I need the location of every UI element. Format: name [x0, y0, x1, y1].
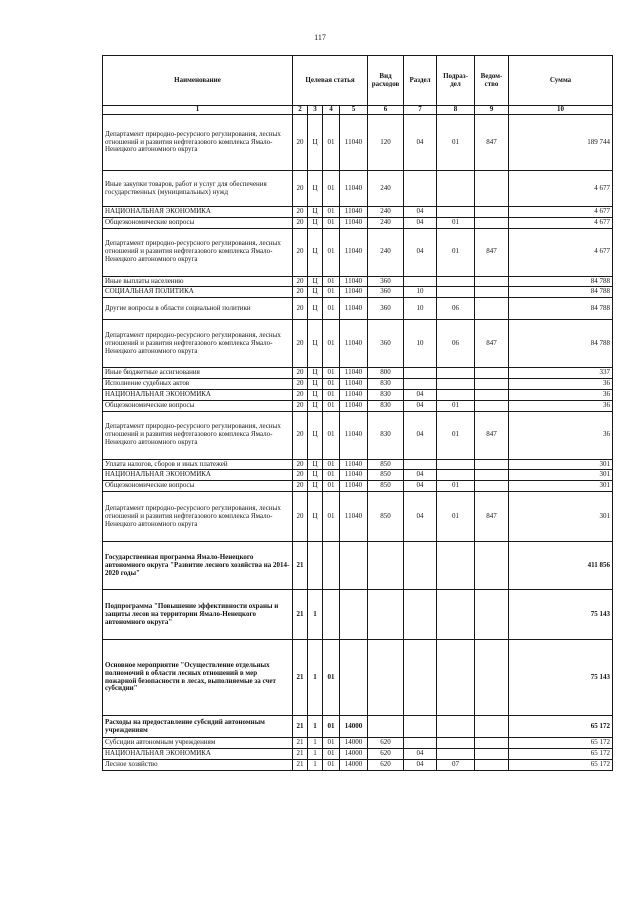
section-cell — [404, 590, 437, 640]
expense-type-cell — [368, 640, 404, 716]
target-code-4: 11040 — [340, 115, 368, 171]
amount-cell: 84 788 — [509, 287, 613, 298]
amount-cell: 84 788 — [509, 320, 613, 368]
target-code-2: Ц — [308, 492, 323, 542]
target-code-2: Ц — [308, 481, 323, 492]
department-cell — [475, 298, 509, 320]
department-cell — [475, 207, 509, 218]
row-name: Департамент природно-ресурсного регулирования, лесных отношений и развития нефтегазового комплекса Ямало-Ненецкого автономного округа — [103, 411, 293, 459]
column-number: 3 — [308, 106, 323, 115]
row-name: Общеэкономические вопросы — [103, 400, 293, 411]
row-name: НАЦИОНАЛЬНАЯ ЭКОНОМИКА — [103, 748, 293, 759]
target-code-1: 20 — [293, 379, 308, 390]
subsection-cell — [437, 368, 475, 379]
amount-cell: 36 — [509, 379, 613, 390]
column-number: 7 — [404, 106, 437, 115]
target-code-4: 11040 — [340, 400, 368, 411]
department-cell — [475, 379, 509, 390]
subsection-cell: 06 — [437, 298, 475, 320]
row-name: Основное мероприятие "Осуществление отдельных полномочий в области лесных отношений в мер пожарной безопасности в лесах, выполняемые за счет субсидии" — [103, 640, 293, 716]
target-code-4: 11040 — [340, 287, 368, 298]
expense-type-cell — [368, 590, 404, 640]
table-row — [103, 320, 613, 368]
subsection-cell: 01 — [437, 217, 475, 228]
table-row — [103, 759, 613, 770]
target-code-3: 01 — [323, 217, 340, 228]
subsection-cell — [437, 748, 475, 759]
target-code-2: 1 — [308, 640, 323, 716]
amount-cell: 75 143 — [509, 590, 613, 640]
row-name: Департамент природно-ресурсного регулирования, лесных отношений и развития нефтегазового комплекса Ямало-Ненецкого автономного округа — [103, 492, 293, 542]
target-code-2: Ц — [308, 171, 323, 207]
header-section: Раздел — [404, 56, 437, 106]
subsection-cell: 01 — [437, 228, 475, 276]
target-code-4: 11040 — [340, 481, 368, 492]
target-code-1: 21 — [293, 748, 308, 759]
row-name: Субсидии автономным учреждениям — [103, 738, 293, 749]
amount-cell: 84 788 — [509, 298, 613, 320]
amount-cell: 301 — [509, 470, 613, 481]
subsection-cell — [437, 459, 475, 470]
amount-cell: 36 — [509, 400, 613, 411]
target-code-1: 20 — [293, 389, 308, 400]
section-cell: 04 — [404, 217, 437, 228]
target-code-2: Ц — [308, 411, 323, 459]
section-cell: 04 — [404, 481, 437, 492]
table-row — [103, 276, 613, 287]
target-code-4: 11040 — [340, 298, 368, 320]
target-code-3: 01 — [323, 640, 340, 716]
target-code-3: 01 — [323, 287, 340, 298]
column-number-row — [103, 106, 613, 115]
target-code-3: 01 — [323, 320, 340, 368]
section-cell — [404, 368, 437, 379]
table-row — [103, 459, 613, 470]
target-code-3: 01 — [323, 228, 340, 276]
column-number: 6 — [368, 106, 404, 115]
table-row — [103, 492, 613, 542]
target-code-4 — [340, 640, 368, 716]
target-code-1: 20 — [293, 400, 308, 411]
target-code-1: 20 — [293, 115, 308, 171]
target-code-4: 11040 — [340, 276, 368, 287]
amount-cell: 301 — [509, 492, 613, 542]
target-code-3: 01 — [323, 400, 340, 411]
header-department: Ведом-ство — [475, 56, 509, 106]
target-code-2: Ц — [308, 400, 323, 411]
budget-table — [102, 55, 613, 771]
amount-cell: 65 172 — [509, 748, 613, 759]
row-name: Подпрограмма "Повышение эффективности охраны и защиты лесов на территории Ямало-Ненецкого автономного округа" — [103, 590, 293, 640]
amount-cell: 75 143 — [509, 640, 613, 716]
target-code-3: 01 — [323, 276, 340, 287]
target-code-1: 21 — [293, 542, 308, 590]
target-code-2: Ц — [308, 298, 323, 320]
section-cell — [404, 171, 437, 207]
target-code-4: 14000 — [340, 759, 368, 770]
table-row — [103, 748, 613, 759]
row-name: Иные закупки товаров, работ и услуг для обеспечения государственных (муниципальных) нужд — [103, 171, 293, 207]
row-name: Общеэкономические вопросы — [103, 217, 293, 228]
table-row — [103, 470, 613, 481]
target-code-4: 11040 — [340, 171, 368, 207]
page-number: 117 — [314, 33, 326, 42]
target-code-2: Ц — [308, 287, 323, 298]
amount-cell: 36 — [509, 411, 613, 459]
column-number: 1 — [103, 106, 293, 115]
subsection-cell: 01 — [437, 411, 475, 459]
row-name: Исполнение судебных актов — [103, 379, 293, 390]
expense-type-cell: 850 — [368, 492, 404, 542]
section-cell: 04 — [404, 411, 437, 459]
target-code-2: Ц — [308, 379, 323, 390]
subsection-cell — [437, 276, 475, 287]
table-row — [103, 590, 613, 640]
target-code-1: 20 — [293, 228, 308, 276]
section-cell: 04 — [404, 389, 437, 400]
target-code-1: 21 — [293, 640, 308, 716]
target-code-2: Ц — [308, 115, 323, 171]
row-name: НАЦИОНАЛЬНАЯ ЭКОНОМИКА — [103, 207, 293, 218]
target-code-4: 11040 — [340, 492, 368, 542]
target-code-2 — [308, 542, 323, 590]
target-code-4 — [340, 542, 368, 590]
section-cell: 10 — [404, 298, 437, 320]
section-cell — [404, 542, 437, 590]
section-cell: 04 — [404, 115, 437, 171]
row-name: НАЦИОНАЛЬНАЯ ЭКОНОМИКА — [103, 470, 293, 481]
department-cell — [475, 590, 509, 640]
section-cell: 10 — [404, 320, 437, 368]
header-row — [103, 56, 613, 106]
department-cell — [475, 481, 509, 492]
target-code-1: 20 — [293, 492, 308, 542]
subsection-cell — [437, 470, 475, 481]
target-code-2: 1 — [308, 759, 323, 770]
target-code-3 — [323, 542, 340, 590]
target-code-4: 11040 — [340, 470, 368, 481]
section-cell — [404, 640, 437, 716]
section-cell: 04 — [404, 207, 437, 218]
table-row — [103, 411, 613, 459]
target-code-2: Ц — [308, 320, 323, 368]
department-cell: 847 — [475, 411, 509, 459]
department-cell — [475, 276, 509, 287]
amount-cell: 189 744 — [509, 115, 613, 171]
column-number: 10 — [509, 106, 613, 115]
target-code-4: 11040 — [340, 217, 368, 228]
expense-type-cell: 800 — [368, 368, 404, 379]
target-code-1: 20 — [293, 470, 308, 481]
expense-type-cell: 240 — [368, 207, 404, 218]
row-name: Иные бюджетные ассигнования — [103, 368, 293, 379]
expense-type-cell: 830 — [368, 379, 404, 390]
subsection-cell — [437, 542, 475, 590]
row-name: Лесное хозяйство — [103, 759, 293, 770]
target-code-1: 21 — [293, 759, 308, 770]
subsection-cell: 07 — [437, 759, 475, 770]
department-cell: 847 — [475, 320, 509, 368]
row-name: Департамент природно-ресурсного регулирования, лесных отношений и развития нефтегазового комплекса Ямало-Ненецкого автономного округа — [103, 320, 293, 368]
target-code-4: 11040 — [340, 207, 368, 218]
target-code-1: 20 — [293, 320, 308, 368]
target-code-4: 11040 — [340, 389, 368, 400]
section-cell: 04 — [404, 470, 437, 481]
target-code-1: 21 — [293, 738, 308, 749]
subsection-cell — [437, 640, 475, 716]
target-code-3: 01 — [323, 298, 340, 320]
expense-type-cell: 360 — [368, 298, 404, 320]
target-code-2: Ц — [308, 217, 323, 228]
amount-cell: 337 — [509, 368, 613, 379]
target-code-1: 20 — [293, 481, 308, 492]
department-cell — [475, 217, 509, 228]
row-name: Государственная программа Ямало-Ненецкого автономного округа "Развитие лесного хозяйства на 2014-2020 годы" — [103, 542, 293, 590]
amount-cell: 65 172 — [509, 738, 613, 749]
amount-cell: 36 — [509, 389, 613, 400]
department-cell: 847 — [475, 115, 509, 171]
subsection-cell — [437, 171, 475, 207]
target-code-4: 14000 — [340, 738, 368, 749]
amount-cell: 4 677 — [509, 207, 613, 218]
target-code-1: 20 — [293, 207, 308, 218]
subsection-cell: 01 — [437, 492, 475, 542]
section-cell: 04 — [404, 492, 437, 542]
target-code-3: 01 — [323, 411, 340, 459]
target-code-1: 20 — [293, 368, 308, 379]
table-row — [103, 298, 613, 320]
column-number: 2 — [293, 106, 308, 115]
department-cell — [475, 171, 509, 207]
target-code-4: 14000 — [340, 748, 368, 759]
target-code-1: 20 — [293, 411, 308, 459]
expense-type-cell: 850 — [368, 470, 404, 481]
row-name: НАЦИОНАЛЬНАЯ ЭКОНОМИКА — [103, 389, 293, 400]
subsection-cell — [437, 738, 475, 749]
target-code-1: 20 — [293, 276, 308, 287]
target-code-3: 01 — [323, 379, 340, 390]
target-code-4: 11040 — [340, 228, 368, 276]
table-row — [103, 287, 613, 298]
expense-type-cell: 620 — [368, 759, 404, 770]
target-code-4: 11040 — [340, 379, 368, 390]
section-cell: 04 — [404, 759, 437, 770]
subsection-cell — [437, 207, 475, 218]
department-cell — [475, 470, 509, 481]
target-code-4 — [340, 590, 368, 640]
table-row — [103, 368, 613, 379]
amount-cell: 411 856 — [509, 542, 613, 590]
target-code-3: 01 — [323, 207, 340, 218]
department-cell — [475, 716, 509, 738]
target-code-2: 1 — [308, 738, 323, 749]
department-cell — [475, 759, 509, 770]
target-code-2: 1 — [308, 716, 323, 738]
target-code-3: 01 — [323, 738, 340, 749]
department-cell — [475, 542, 509, 590]
expense-type-cell — [368, 542, 404, 590]
expense-type-cell: 240 — [368, 228, 404, 276]
target-code-1: 20 — [293, 298, 308, 320]
row-name: Общеэкономические вопросы — [103, 481, 293, 492]
target-code-3: 01 — [323, 481, 340, 492]
section-cell — [404, 738, 437, 749]
table-row — [103, 542, 613, 590]
target-code-2: Ц — [308, 368, 323, 379]
table-row — [103, 115, 613, 171]
table-row — [103, 217, 613, 228]
section-cell: 04 — [404, 228, 437, 276]
target-code-4: 11040 — [340, 411, 368, 459]
expense-type-cell: 620 — [368, 748, 404, 759]
column-number: 5 — [340, 106, 368, 115]
subsection-cell — [437, 287, 475, 298]
subsection-cell: 06 — [437, 320, 475, 368]
target-code-3: 01 — [323, 459, 340, 470]
target-code-1: 20 — [293, 171, 308, 207]
department-cell — [475, 368, 509, 379]
expense-type-cell: 240 — [368, 217, 404, 228]
target-code-2: 1 — [308, 590, 323, 640]
target-code-2: Ц — [308, 470, 323, 481]
table-row — [103, 738, 613, 749]
column-number: 9 — [475, 106, 509, 115]
row-name: Иные выплаты населению — [103, 276, 293, 287]
target-code-3: 01 — [323, 171, 340, 207]
department-cell: 847 — [475, 228, 509, 276]
subsection-cell: 01 — [437, 481, 475, 492]
expense-type-cell: 620 — [368, 738, 404, 749]
target-code-3: 01 — [323, 759, 340, 770]
header-name: Наименование — [103, 56, 293, 106]
table-row — [103, 379, 613, 390]
department-cell — [475, 738, 509, 749]
section-cell: 10 — [404, 287, 437, 298]
target-code-3: 01 — [323, 716, 340, 738]
target-code-1: 21 — [293, 590, 308, 640]
target-code-3: 01 — [323, 470, 340, 481]
column-number: 8 — [437, 106, 475, 115]
subsection-cell — [437, 716, 475, 738]
target-code-4: 11040 — [340, 320, 368, 368]
target-code-1: 20 — [293, 217, 308, 228]
expense-type-cell: 240 — [368, 171, 404, 207]
section-cell — [404, 459, 437, 470]
department-cell — [475, 389, 509, 400]
row-name: Расходы на предоставление субсидий автономным учреждениям — [103, 716, 293, 738]
expense-type-cell: 830 — [368, 400, 404, 411]
target-code-3: 01 — [323, 115, 340, 171]
section-cell — [404, 379, 437, 390]
subsection-cell — [437, 379, 475, 390]
expense-type-cell: 850 — [368, 459, 404, 470]
target-code-3: 01 — [323, 389, 340, 400]
target-code-3: 01 — [323, 368, 340, 379]
expense-type-cell: 360 — [368, 287, 404, 298]
row-name: Департамент природно-ресурсного регулирования, лесных отношений и развития нефтегазового комплекса Ямало-Ненецкого автономного округа — [103, 228, 293, 276]
section-cell — [404, 276, 437, 287]
target-code-3: 01 — [323, 492, 340, 542]
table-row — [103, 400, 613, 411]
target-code-2: 1 — [308, 748, 323, 759]
expense-type-cell: 850 — [368, 481, 404, 492]
expense-type-cell: 830 — [368, 411, 404, 459]
target-code-3 — [323, 590, 340, 640]
department-cell: 847 — [475, 492, 509, 542]
department-cell — [475, 748, 509, 759]
table-row — [103, 716, 613, 738]
expense-type-cell — [368, 716, 404, 738]
amount-cell: 301 — [509, 459, 613, 470]
row-name: Уплата налогов, сборов и иных платежей — [103, 459, 293, 470]
table-row — [103, 171, 613, 207]
header-expense-type: Вид расходов — [368, 56, 404, 106]
subsection-cell: 01 — [437, 115, 475, 171]
amount-cell: 65 172 — [509, 716, 613, 738]
section-cell: 04 — [404, 400, 437, 411]
section-cell: 04 — [404, 748, 437, 759]
target-code-3: 01 — [323, 748, 340, 759]
column-number: 4 — [323, 106, 340, 115]
header-target-article: Целевая статья — [293, 56, 368, 106]
table-row — [103, 640, 613, 716]
subsection-cell: 01 — [437, 400, 475, 411]
department-cell — [475, 459, 509, 470]
department-cell — [475, 287, 509, 298]
target-code-1: 20 — [293, 459, 308, 470]
expense-type-cell: 120 — [368, 115, 404, 171]
subsection-cell — [437, 389, 475, 400]
row-name: Другие вопросы в области социальной политики — [103, 298, 293, 320]
target-code-2: Ц — [308, 228, 323, 276]
expense-type-cell: 360 — [368, 320, 404, 368]
amount-cell: 65 172 — [509, 759, 613, 770]
target-code-2: Ц — [308, 207, 323, 218]
subsection-cell — [437, 590, 475, 640]
department-cell — [475, 640, 509, 716]
target-code-2: Ц — [308, 459, 323, 470]
amount-cell: 4 677 — [509, 171, 613, 207]
amount-cell: 4 677 — [509, 228, 613, 276]
table-row — [103, 481, 613, 492]
amount-cell: 301 — [509, 481, 613, 492]
target-code-4: 11040 — [340, 368, 368, 379]
expense-type-cell: 360 — [368, 276, 404, 287]
amount-cell: 4 677 — [509, 217, 613, 228]
target-code-2: Ц — [308, 276, 323, 287]
target-code-4: 11040 — [340, 459, 368, 470]
table-row — [103, 228, 613, 276]
row-name: СОЦИАЛЬНАЯ ПОЛИТИКА — [103, 287, 293, 298]
row-name: Департамент природно-ресурсного регулирования, лесных отношений и развития нефтегазового комплекса Ямало-Ненецкого автономного округа — [103, 115, 293, 171]
target-code-1: 20 — [293, 287, 308, 298]
target-code-1: 21 — [293, 716, 308, 738]
expense-type-cell: 830 — [368, 389, 404, 400]
department-cell — [475, 400, 509, 411]
header-amount: Сумма — [509, 56, 613, 106]
table-row — [103, 207, 613, 218]
header-subsection: Подраз-дел — [437, 56, 475, 106]
target-code-4: 14000 — [340, 716, 368, 738]
amount-cell: 84 788 — [509, 276, 613, 287]
table-row — [103, 389, 613, 400]
section-cell — [404, 716, 437, 738]
target-code-2: Ц — [308, 389, 323, 400]
